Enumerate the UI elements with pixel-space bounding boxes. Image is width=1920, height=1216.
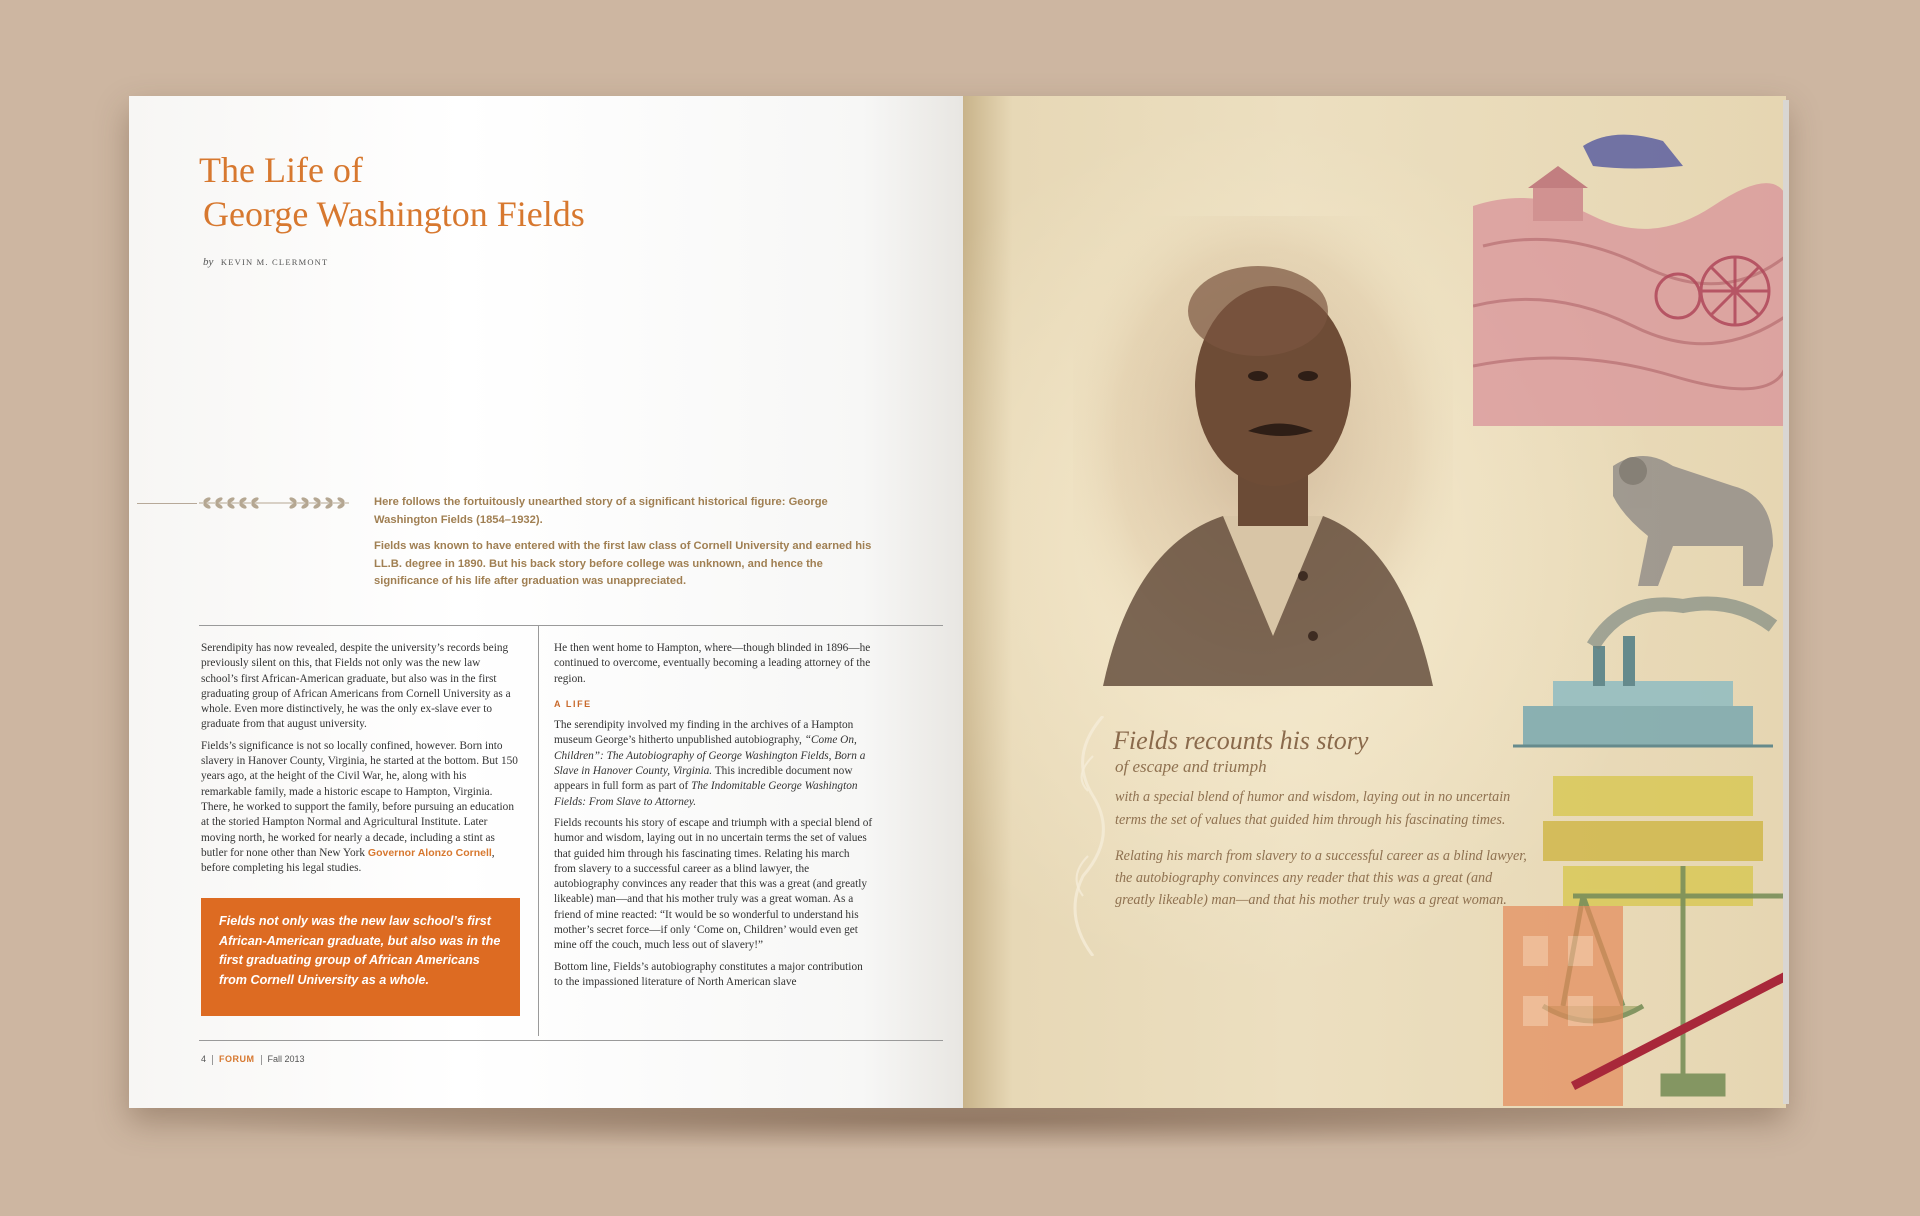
intro-paragraph-1: Here follows the fortuitously unearthed story of a significant historical figure: George Washington Fields (1854–1932). [374,496,828,526]
ornament-rule [137,503,197,504]
house-engraving-icon [1503,906,1623,1106]
column-top-rule [199,625,943,626]
top-figure-icon [1583,135,1683,169]
book-title-italic: “Come On, Children”: The Autobiography of George Washington Fields, Born a Slave in Hanover County, Virginia. [554,734,866,778]
magazine-name: FORUM [219,1054,255,1064]
portrait-photo [1073,216,1453,716]
author-name: KEVIN M. CLERMONT [220,257,329,267]
body-paragraph: Serendipity has now revealed, despite the university’s records being previously silent on this, that Fields not only was the new law school’s first African-American graduate, but also was in the first graduating group of African Americans from Cornell University as a whole. Even more distinctively, he was the only ex-slave ever to graduate from that august university. [201,642,511,731]
byline-prefix: by [203,256,214,268]
quote-headline: Fields recounts his story [1113,726,1369,755]
left-page [129,96,963,1108]
body-text: This incredible document now appears in full form as part of [554,765,853,793]
body-paragraph: He then went home to Hampton, where—though blinded in 1896—he continued to overcome, eventually becoming a leading attorney of the region. [554,642,871,685]
body-column-1 [201,641,519,882]
quote-body: with a special blend of humor and wisdom, laying out in no uncertain terms the set of values that guided him through his fascinating times. [1115,789,1511,828]
books-engraving-icon [1543,776,1763,906]
right-page-quote [1113,726,1533,911]
issue-date: Fall 2013 [267,1054,305,1064]
quote-subhead: of escape and triumph [1115,757,1267,776]
steamboat-engraving-icon [1513,604,1773,747]
folio-divider [261,1055,262,1065]
body-paragraph: Bottom line, Fields’s autobiography constitutes a major contribution to the impassioned literature of North American slave [554,960,863,988]
body-paragraph [554,718,874,810]
title-line-2: George Washington Fields [203,194,585,234]
highlight-governor-cornell: Governor Alonzo Cornell [367,846,492,859]
intro-deck [374,494,874,600]
folio-divider [212,1055,213,1065]
magazine-spread [129,96,1786,1108]
article-title [199,148,585,236]
body-column-2 [554,641,874,996]
body-text: , before completing his legal studies. [201,846,495,875]
body-paragraph [201,739,519,877]
book-title-italic: The Indomitable George Washington Fields: From Slave to Attorney. [554,780,858,808]
page-edge [1783,100,1789,1104]
quote-body-2: Relating his march from slavery to a successful career as a blind lawyer, the autobiography convinces any reader that this was a great (and greatly likeable) man—and that his mother truly was a great woman. [1115,848,1527,908]
page-number: 4 [201,1054,207,1064]
laurel-ornament-icon [199,495,349,511]
column-divider [538,625,539,1036]
body-text: The serendipity involved my finding in the archives of a Hampton museum George’s hitherto unpublished autobiography, [554,719,854,747]
section-heading: A LIFE [554,698,592,709]
pull-quote-box: Fields not only was the new law school’s first African-American graduate, but also was in the first graduating group of African Americans from Cornell University as a whole. [201,898,520,1016]
right-page [963,96,1786,1108]
body-paragraph: Fields recounts his story of escape and triumph with a special blend of humor and wisdom, laying out in no uncertain terms the set of values that guided him through his fascinating times. Relating his march from slavery to a successful career as a blind lawyer, the autobiography convinces any reader that this was a great (and greatly likeable) man—and that his mother truly was a great woman. As a friend of mine reacted: “It would be so wonderful to understand his mother’s secret force—if only ‘Come on, Children’ would even get mine off the couch, much less out of slavery!” [554,816,873,952]
intro-paragraph-2: Fields was known to have entered with the first law class of Cornell University and earned his LL.B. degree in 1890. But his back story before college was unknown, and hence the significance of his life after graduation was unappreciated. [374,540,872,587]
body-text: Fields’s significance is not so locally confined, however. Born into slavery in Hanover County, Virginia, he started at the bottom. But 150 years ago, at the height of the Civil War, he, along with his remarkable family, made a historic escape to Hampton, Virginia. There, he worked to support the family, before pursuing an education at the storied Hampton Normal and Agricultural Institute. Later moving north, he worked for nearly a decade, including a stint as butler for none other than New York [201,739,518,859]
page-folio [201,1054,305,1065]
dog-engraving-icon [1613,456,1773,586]
byline [203,256,328,268]
column-bottom-rule [199,1040,943,1041]
engraving-collage-image [1473,126,1786,1106]
title-line-1: The Life of [199,150,363,190]
